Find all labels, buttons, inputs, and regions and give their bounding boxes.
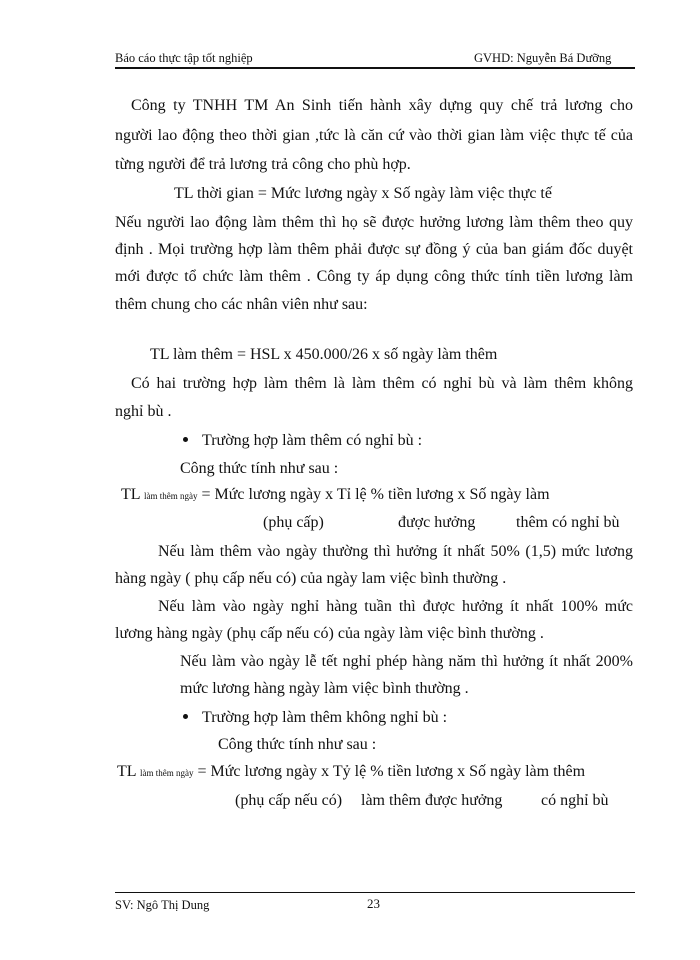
header-rule (115, 67, 635, 69)
case1-note-1: (phụ cấp) (263, 514, 324, 531)
overtime-line-1: Nếu người lao động làm thêm thì họ sẽ được hưởng lương làm thêm theo quy (115, 214, 633, 231)
case1-tl: TL (121, 486, 140, 503)
page-number: 23 (367, 896, 380, 911)
weekday-line-1: Nếu làm thêm vào ngày thường thì hưởng ít nhất 50% (1,5) mức lương (158, 543, 633, 560)
case2-subscript: làm thêm ngày (139, 768, 194, 778)
bullet-icon (183, 437, 188, 442)
case2-title: Trường hợp làm thêm không nghỉ bù : (202, 709, 448, 726)
case1-title: Trường hợp làm thêm có nghỉ bù : (202, 432, 423, 449)
case2-note-2: làm thêm được hưởng (361, 792, 503, 809)
case1-formula-label: Công thức tính như sau : (180, 460, 339, 477)
overtime-line-4: thêm chung cho các nhân viên như sau: (115, 296, 368, 313)
header-left: Báo cáo thực tập tốt nghiệp (115, 51, 253, 65)
intro-line-1: Công ty TNHH TM An Sinh tiến hành xây dựng quy chế trả lương cho (131, 97, 633, 114)
case1-note-2: được hưởng (398, 514, 476, 531)
holiday-line-1: Nếu làm vào ngày lễ tết nghỉ phép hàng năm thì hưởng ít nhất 200% (180, 653, 633, 670)
case1-formula (121, 486, 550, 505)
formula-overtime: TL làm thêm = HSL x 450.000/26 x số ngày làm thêm (150, 346, 498, 363)
footer-rule (115, 892, 635, 893)
bullet-icon (183, 714, 188, 719)
two-cases-line-1: Có hai trường hợp làm thêm là làm thêm có nghỉ bù và làm thêm không (131, 375, 633, 392)
case2-formula-label: Công thức tính như sau : (218, 736, 377, 753)
overtime-line-3: mới được tổ chức làm thêm . Công ty áp dụng công thức tính tiền lương làm (115, 268, 633, 285)
footer-student: SV: Ngô Thị Dung (115, 898, 210, 912)
formula-time: TL thời gian = Mức lương ngày x Số ngày làm việc thực tế (174, 185, 552, 202)
two-cases-line-2: nghỉ bù . (115, 403, 172, 420)
case2-formula-line: = Mức lương ngày x Tỷ lệ % tiền lương x Số ngày làm thêm (197, 763, 586, 780)
weekend-line-2: lương hàng ngày (phụ cấp nếu có) của ngày làm việc bình thường . (115, 625, 544, 642)
intro-line-2: người lao động theo thời gian ,tức là căn cứ vào thời gian làm việc thực tế của (115, 127, 633, 144)
case1-note-3: thêm có nghỉ bù (516, 514, 620, 531)
holiday-line-2: mức lương hàng ngày làm việc bình thường . (180, 680, 469, 697)
weekend-line-1: Nếu làm vào ngày nghỉ hàng tuần thì được hưởng ít nhất 100% mức (158, 598, 633, 615)
case2-note-1: (phụ cấp nếu có) (235, 792, 343, 809)
header-right: GVHD: Nguyễn Bá Dưỡng (474, 51, 612, 65)
case2-note-3: có nghỉ bù (541, 792, 609, 809)
overtime-line-2: định . Mọi trường hợp làm thêm phải được sự đồng ý của ban giám đốc duyệt (115, 241, 633, 258)
case2-title-row (183, 709, 447, 727)
case1-subscript: làm thêm ngày (143, 491, 198, 501)
case2-formula (117, 763, 585, 782)
case2-tl: TL (117, 763, 136, 780)
case1-formula-line: = Mức lương ngày x Tỉ lệ % tiền lương x Số ngày làm (201, 486, 550, 503)
case1-title-row (183, 432, 422, 450)
weekday-line-2: hàng ngày ( phụ cấp nếu có) của ngày lam việc bình thường . (115, 570, 507, 587)
intro-line-3: từng người để trả lương trả công cho phù hợp. (115, 156, 411, 173)
